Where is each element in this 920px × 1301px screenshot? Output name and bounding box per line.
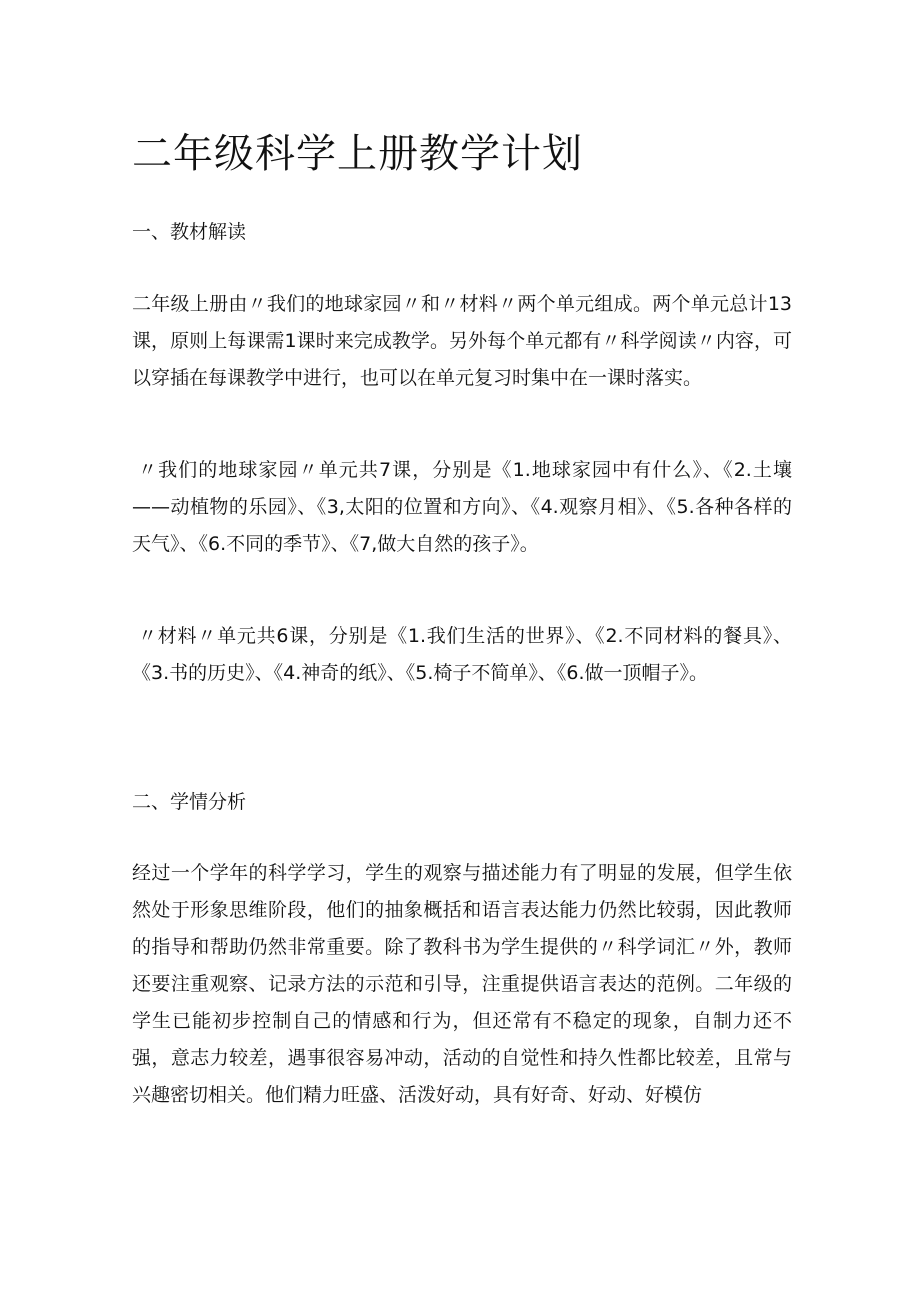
section-heading-student-analysis: 二、学情分析	[132, 791, 247, 813]
paragraph-materials-unit: 〃材料〃单元共6课，分别是《1.我们生活的世界》、《2.不同材料的餐具》、《3.书的历史》、《4.神奇的纸》、《5.椅子不简单》、《6.做一顶帽子》。	[132, 625, 792, 684]
paragraph-earth-home-unit: 〃我们的地球家园〃单元共7课，分别是《1.地球家园中有什么》、《2.土壤——动植物的乐园》、《3,太阳的位置和方向》、《4.观察月相》、《5.各种各样的天气》、《6.不同的季节》、《7,做大自然的孩子》。	[132, 459, 792, 555]
page-title: 二年级科学上册教学计划	[132, 131, 583, 177]
section-heading-textbook: 一、教材解读	[132, 221, 247, 243]
paragraph-textbook-overview: 二年级上册由〃我们的地球家园〃和〃材料〃两个单元组成。两个单元总计13课，原则上每课需1课时来完成教学。另外每个单元都有〃科学阅读〃内容，可以穿插在每课教学中进行，也可以在单元复习时集中在一课时落实。	[132, 293, 792, 389]
paragraph-student-analysis: 经过一个学年的科学学习，学生的观察与描述能力有了明显的发展，但学生依然处于形象思维阶段，他们的抽象概括和语言表达能力仍然比较弱，因此教师的指导和帮助仍然非常重要。除了教科书为学生提供的〃科学词汇〃外，教师还要注重观察、记录方法的示范和引导，注重提供语言表达的范例。二年级的学生已能初步控制自己的情感和行为，但还常有不稳定的现象，自制力还不强，意志力较差，遇事很容易冲动，活动的自觉性和持久性都比较差，且常与兴趣密切相关。他们精力旺盛、活泼好动，具有好奇、好动、好模仿	[132, 862, 792, 1106]
